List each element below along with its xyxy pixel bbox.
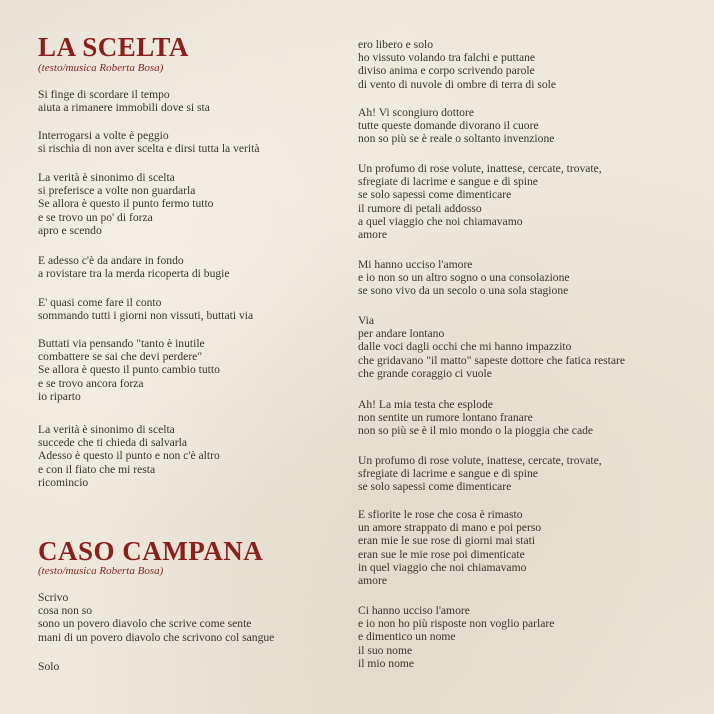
- lyric-line: E sfiorite le rose che cosa è rimasto: [358, 508, 523, 521]
- stanza-caso-campana-9: [358, 454, 602, 494]
- lyric-line: Ah! Vi scongiuro dottore: [358, 106, 474, 119]
- lyric-line: amore: [358, 574, 387, 588]
- lyric-line: sfregiate di lacrime e sangue e di spine: [358, 175, 538, 189]
- lyric-line: mani di un povero diavolo che scrivono col sangue: [38, 630, 275, 644]
- lyric-line: a quel viaggio che noi chiamavamo: [358, 214, 523, 228]
- lyric-line: Si finge di scordare il tempo: [38, 88, 170, 101]
- lyric-line: e con il fiato che mi resta: [38, 462, 156, 476]
- lyric-line: non so più se è reale o soltanto invenzione: [358, 132, 555, 146]
- stanza-la-scelta-3: [38, 171, 213, 237]
- stanza-caso-campana-11: [358, 604, 554, 670]
- lyric-line: succede che ti chieda di salvarla: [38, 436, 188, 450]
- stanza-caso-campana-4: [358, 106, 554, 146]
- lyric-line: combattere se sai che devi perdere": [38, 350, 203, 364]
- lyric-line: Se allora è questo il punto fermo tutto: [38, 197, 214, 211]
- lyric-line: a rovistare tra la merda ricoperta di bugie: [38, 267, 230, 281]
- lyric-line: si rischia di non aver scelta e dirsi tutta la verità: [38, 142, 260, 156]
- lyric-line: eran mie le sue rose di giorni mai stati: [358, 534, 536, 548]
- lyric-line: E' quasi come fare il conto: [38, 296, 162, 309]
- stanza-caso-campana-3: [358, 38, 556, 91]
- lyric-line: e io non ho più risposte non voglio parlare: [358, 617, 555, 631]
- stanza-caso-campana-8: [358, 398, 593, 438]
- lyric-line: per andare lontano: [358, 327, 445, 341]
- song-credit-la-scelta: (testo/musica Roberta Bosa): [38, 62, 164, 74]
- lyric-line: e se trovo ancora forza: [38, 376, 144, 390]
- lyric-line: Solo: [38, 660, 60, 673]
- lyric-line: io riparto: [38, 389, 81, 403]
- lyric-line: sommando tutti i giorni non vissuti, buttati via: [38, 309, 254, 323]
- lyric-line: dalle voci dagli occhi che mi hanno impazzito: [358, 340, 572, 354]
- lyric-line: e dimentico un nome: [358, 630, 456, 644]
- lyric-line: Scrivo: [38, 591, 69, 604]
- lyric-line: Mi hanno ucciso l'amore: [358, 258, 473, 271]
- lyric-line: diviso anima e corpo scrivendo parole: [358, 64, 535, 78]
- lyric-line: ricomincio: [38, 475, 89, 489]
- stanza-caso-campana-10: [358, 508, 541, 587]
- lyric-line: sono un povero diavolo che scrive come sente: [38, 617, 252, 631]
- lyric-line: Via: [358, 314, 375, 327]
- stanza-caso-campana-2: [38, 660, 59, 673]
- lyric-line: E adesso c'è da andare in fondo: [38, 254, 184, 267]
- stanza-la-scelta-7: [38, 423, 220, 489]
- lyric-line: se solo sapessi come dimenticare: [358, 188, 512, 202]
- lyric-line: La verità è sinonimo di scelta: [38, 423, 175, 436]
- lyric-line: Se allora è questo il punto cambio tutto: [38, 363, 220, 377]
- lyric-line: il rumore di petali addosso: [358, 201, 482, 215]
- lyric-line: Ah! La mia testa che esplode: [358, 398, 493, 411]
- lyric-line: il mio nome: [358, 656, 415, 670]
- lyric-line: ho vissuto volando tra falchi e puttane: [358, 51, 536, 65]
- song-title-caso-campana: CASO CAMPANA: [38, 536, 264, 566]
- lyric-line: che gridavano "il matto" sapeste dottore che fatica restare: [358, 353, 625, 367]
- lyric-line: non sentite un rumore lontano franare: [358, 411, 533, 425]
- lyric-line: se sono vivo da un secolo o una sola stagione: [358, 284, 569, 298]
- stanza-caso-campana-7: [358, 314, 625, 380]
- lyric-line: eran sue le mie rose poi dimenticate: [358, 547, 525, 561]
- lyric-line: apro e scendo: [38, 223, 102, 237]
- lyric-line: non so più se è il mio mondo o la pioggia che cade: [358, 424, 594, 438]
- lyric-line: e io non so un altro sogno o una consolazione: [358, 271, 570, 285]
- lyric-line: cosa non so: [38, 604, 93, 618]
- lyric-line: il suo nome: [358, 643, 413, 657]
- song-title-la-scelta: LA SCELTA: [38, 32, 189, 62]
- lyric-line: aiuta a rimanere immobili dove si sta: [38, 101, 210, 115]
- lyric-line: di vento di nuvole di ombre di terra di sole: [358, 77, 557, 91]
- stanza-la-scelta-5: [38, 296, 253, 322]
- lyric-line: si preferisce a volte non guardarla: [38, 184, 196, 198]
- lyric-line: sfregiate di lacrime e sangue e di spine: [358, 467, 538, 481]
- lyric-line: Interrogarsi a volte è peggio: [38, 129, 169, 142]
- lyric-line: La verità è sinonimo di scelta: [38, 171, 175, 184]
- lyric-line: ero libero e solo: [358, 38, 434, 51]
- stanza-caso-campana-5: [358, 162, 602, 241]
- stanza-la-scelta-4: [38, 254, 230, 280]
- lyric-line: Buttati via pensando "tanto è inutile: [38, 337, 205, 350]
- lyric-line: Adesso è questo il punto e non c'è altro: [38, 449, 220, 463]
- stanza-la-scelta-6: [38, 337, 220, 403]
- lyric-line: un amore strappato di mano e poi perso: [358, 521, 542, 535]
- lyric-line: Un profumo di rose volute, inattese, cercate, trovate,: [358, 162, 602, 175]
- song-credit-caso-campana: (testo/musica Roberta Bosa): [38, 565, 164, 577]
- stanza-la-scelta-2: [38, 129, 260, 155]
- stanza-la-scelta-1: [38, 88, 210, 114]
- lyric-line: Ci hanno ucciso l'amore: [358, 604, 470, 617]
- lyric-line: che grande coraggio ci vuole: [358, 366, 492, 380]
- lyric-line: e se trovo un po' di forza: [38, 210, 153, 224]
- lyric-line: se solo sapessi come dimenticare: [358, 480, 512, 494]
- lyric-line: tutte queste domande divorano il cuore: [358, 119, 539, 133]
- stanza-caso-campana-6: [358, 258, 570, 298]
- lyric-line: amore: [358, 228, 387, 242]
- stanza-caso-campana-1: [38, 591, 274, 644]
- lyric-line: in quel viaggio che noi chiamavamo: [358, 560, 527, 574]
- lyric-line: Un profumo di rose volute, inattese, cercate, trovate,: [358, 454, 602, 467]
